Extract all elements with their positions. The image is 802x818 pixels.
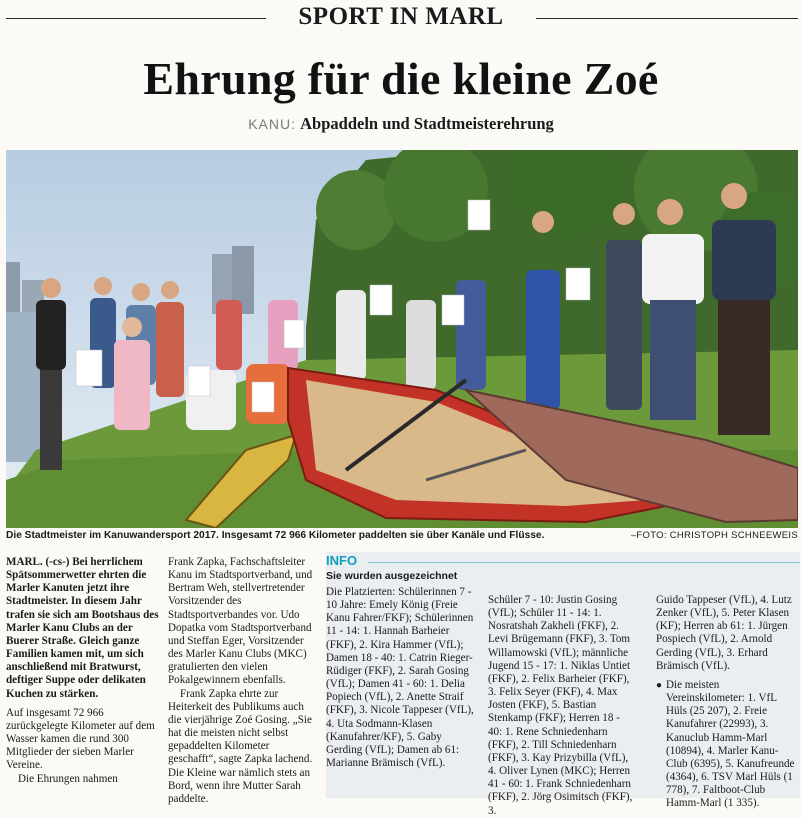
article-paragraph-1: Auf insgesamt 72 966 zurückgelegte Kilometer auf dem Wasser kamen die rund 300 Mitglieder der sieben Marler Vereine. [6,706,155,772]
club-kilometers-item [656,679,800,811]
headline: Ehrung für die kleine Zoé [143,53,659,104]
info-column-3 [656,594,800,811]
info-tag: INFO [326,553,358,568]
caption-text: Die Stadtmeister im Kanuwandersport 2017. Insgesamt 72 966 Kilometer paddelten sie über Kanäle und Flüsse. [6,530,545,541]
bullet-dot-icon: ● [656,679,663,691]
article-paragraph-3: Frank Zapka ehrte zur Heiterkeit des Publikums auch die vierjährige Zoé Gosing. „Sie hat die meisten nicht selbst gepaddelten Kilometer geschafft“, sagte Zapka lachend. Die Kleine war nämlich stets an Bord, wenn ihre Mutter Sarah paddelte. [168,687,313,805]
info-box [326,552,800,817]
kicker-label: KANU: [248,116,296,132]
photo-credit: –FOTO: CHRISTOPH SCHNEEWEIS [630,530,798,541]
photo-caption [6,530,798,544]
article-column-2 [168,556,320,806]
article-paragraph-2-cont: Frank Zapka, Fachschaftsleiter Kanu im Stadtsportverband, und Bertram Weh, stellvertretender Vorsitzender des Stadtsportverbandes vor. Udo Dopatka vom Stadtsportverband und Steffan Eger, Vorsitzender des Marler Kanu Clubs (MKC) gratulierten den vielen Pokalgewinnern ebenfalls. [168,556,313,687]
info-column-1: Die Platzierten: Schülerinnen 7 - 10 Jahre: Emely König (Freie Kanu Fahrer/FKF); Schülerinnen 11 - 14: 1. Hannah Barheier (FKF), 2. Kira Hammer (VfL); Damen 18 - 40: 1. Catrin Rieger-Rüdiger (FKF), 2. Sarah Gosing (VfL); Damen 41 - 60: 1. Delia Popiech (VfL), 2. Anette Straif (FKF), 3. Nicole Tappeser (VfL), 4. Uta Sodmann-Klasen (Kanufahrer/KF), 5. Gaby Gerding (VfL); Damen ab 61: Marianne Brämisch (VfL). [326,586,474,770]
article-dateline: MARL. [6,556,43,568]
info-column-3-text: Guido Tappeser (VfL), 4. Lutz Zenker (VfL), 5. Peter Klasen (KF); Herren ab 61: 1. Jürgen Pospiech (VfL), 2. Arnold Gerding (VfL), 3. Erhard Brämisch (VfL). [656,594,792,672]
info-rule [368,562,800,563]
article-lead-text: (-cs-) Bei herrlichem Spätsommerwetter ehrten die Marler Kanuten jetzt ihre Stadtmeister. In diesem Jahr trafen sie sich am Bootshaus des Marler Kanu Clubs an der Buerer Straße. Gleich ganze Familien kamen mit, um sich anschließend mit Bratwurst, deftiger Suppe oder delikaten Kuchen zu stärken. [6,556,159,700]
article-photo [6,150,798,528]
kicker [0,114,802,134]
kicker-subtitle: Abpaddeln und Stadtmeisterehrung [300,114,554,133]
info-column-2: Schüler 7 - 10: Justin Gosing (VfL); Schüler 11 - 14: 1. Nosratshah Zakheli (FKF), 2. Levi Brügemann (FKF), 3. Tom Willamowski (VfL); männliche Jugend 15 - 17: 1. Niklas Untiet (FKF), 2. Felix Barheier (FKF), 3. Felix Seyer (FKF), 4. Max Josten (FKF), 5. Bastian Stenkamp (FKF); Herren 18 - 40: 1. Rene Schniedenharn (FKF), 2. Till Schniedenharn (FKF), 3. Kay Prizybilla (VfL), 4. Oliver Lynen (MKC); Herren 41 - 60: 1. Frank Schniedenharn (FKF), 2. Jörg Osimitsch (FKF), 3. [488,594,633,817]
article-column-1 [6,556,159,786]
club-kilometers-text: Die meisten Vereinskilometer: 1. VfL Hüls (25 207), 2. Freie Kanufahrer (22993), 3. Kanuclub Hamm-Marl (10894), 4. Marler Kanu-Club (6395), 5. Kanufreunde (4364), 6. TSV Marl Hüls (1 778), 7. Faltboot-Club Hamm-Marl (1 335). [666,678,795,810]
section-title: SPORT IN MARL [288,3,513,30]
article-lead [6,556,159,701]
article-paragraph-2-start: Die Ehrungen nahmen [18,772,118,785]
info-heading: Sie wurden ausgezeichnet [326,570,458,582]
section-rubric [0,0,802,36]
